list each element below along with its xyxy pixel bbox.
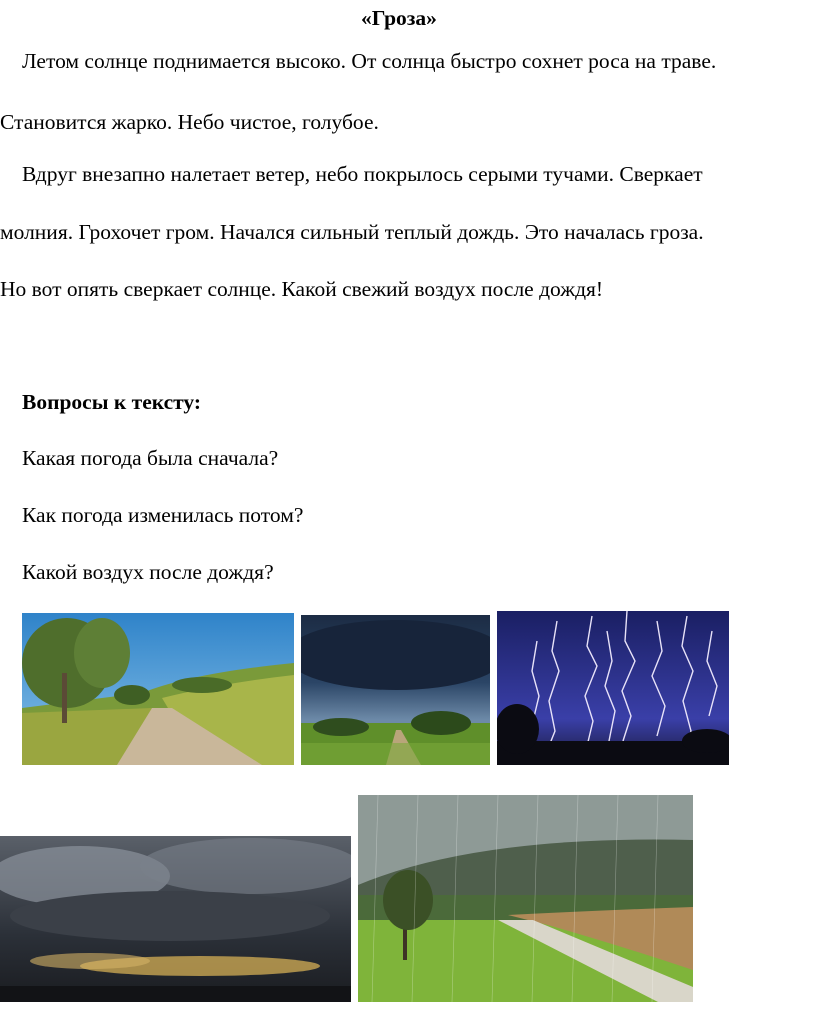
text-line-1: Летом солнце поднимается высоко. От солнца быстро сохнет роса на траве. [22, 49, 717, 73]
lightning-photo [497, 611, 729, 765]
rain-meadow-photo [358, 795, 693, 1002]
dark-clouds-photo [0, 836, 351, 1002]
text-line-2: Становится жарко. Небо чистое, голубое. [0, 110, 379, 134]
text-line-4: молния. Грохочет гром. Начался сильный теплый дождь. Это началась гроза. [0, 220, 704, 244]
page-title: «Гроза» [361, 6, 437, 30]
storm-clouds-field-photo [301, 615, 490, 765]
text-line-3: Вдруг внезапно налетает ветер, небо покрылось серыми тучами. Сверкает [22, 162, 703, 186]
questions-heading: Вопросы к тексту: [22, 390, 202, 414]
question-1: Какая погода была сначала? [22, 446, 279, 470]
question-2: Как погода изменилась потом? [22, 503, 304, 527]
sunny-road-photo [22, 613, 294, 765]
question-3: Какой воздух после дождя? [22, 560, 274, 584]
text-line-5: Но вот опять сверкает солнце. Какой свежий воздух после дождя! [0, 277, 604, 301]
